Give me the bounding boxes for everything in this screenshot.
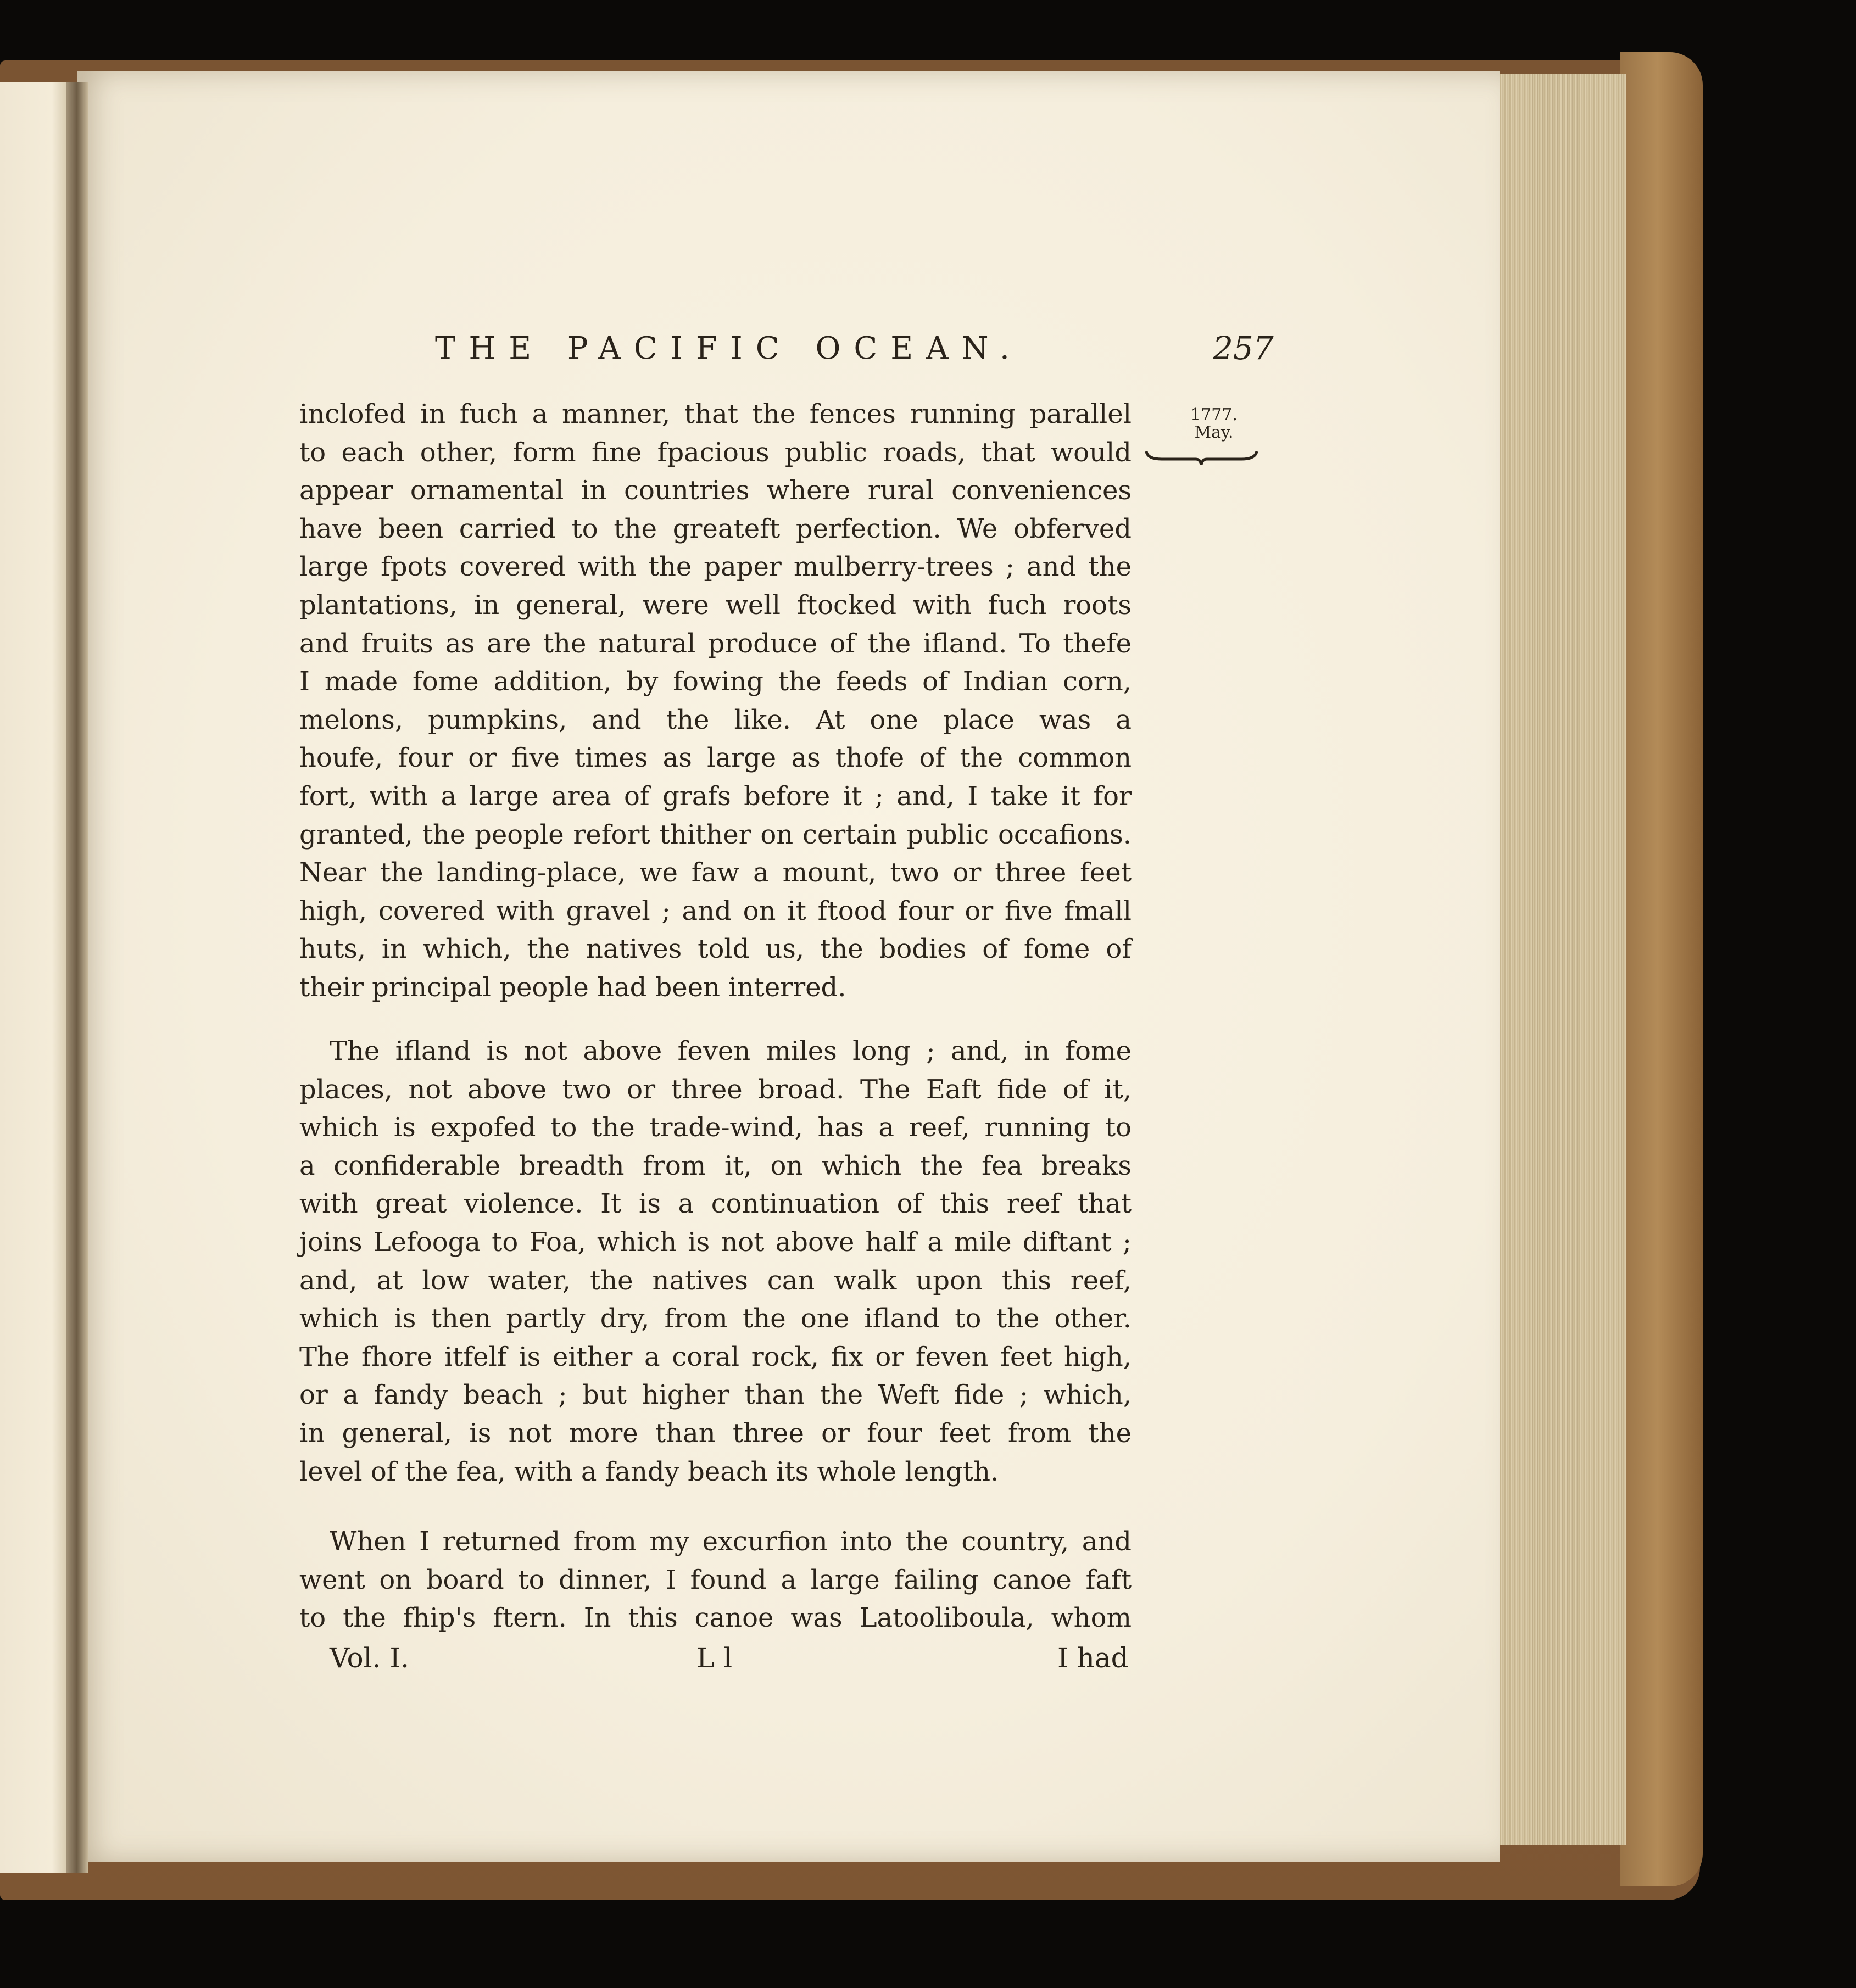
margin-month: May. [1194,422,1234,442]
paragraph-1 [299,395,1132,1007]
text-line: their principal people had been interred. [299,971,846,1003]
footer-catchword: I had [1057,1642,1129,1674]
text-line: Near the landing-place, we faw a mount, two or three feet [299,857,1132,889]
text-line: houfe, four or five times as large as thofe of the common [299,742,1132,774]
footer-signature: L l [696,1642,733,1674]
text-line: appear ornamental in countries where rural conveniences [299,475,1132,506]
text-line: with great violence. It is a continuation of this reef that [299,1188,1132,1220]
text-line: places, not above two or three broad. The Eaft fide of it, [299,1074,1132,1105]
book-gutter [66,82,88,1873]
text-line: have been carried to the greateft perfection. We obferved [299,513,1132,544]
margin-year: 1777. [1190,405,1238,425]
paragraph-3 [299,1523,1132,1638]
text-line: to the fhip's ftern. In this canoe was Latooliboula, whom [299,1602,1132,1634]
text-line: I made fome addition, by fowing the feeds of Indian corn, [299,666,1132,697]
text-line: went on board to dinner, I found a large failing canoe faft [299,1564,1132,1595]
text-line: melons, pumpkins, and the like. At one place was a [299,704,1132,735]
text-line: fort, with a large area of grafs before it ; and, I take it for [299,780,1132,812]
text-line: inclofed in fuch a manner, that the fences running parallel [299,399,1132,429]
paragraph-2 [299,1032,1132,1491]
text-line: in general, is not more than three or four feet from the [299,1417,1132,1449]
text-line: When I returned from my excurfion into the country, and [330,1526,1132,1557]
text-line: The fhore itfelf is either a coral rock, fix or feven feet high, [299,1341,1132,1372]
text-line: or a fandy beach ; but higher than the Weft fide ; which, [299,1380,1132,1411]
margin-date-note [1164,406,1263,441]
page-block-edge [1489,74,1626,1845]
text-line: granted, the people refort thither on certain public occafions. [299,819,1132,850]
text-line: large fpots covered with the paper mulberry-trees ; and the [299,551,1132,583]
text-line: level of the fea, with a fandy beach its whole length. [299,1456,999,1487]
text-line: plantations, in general, were well ftocked with fuch roots [299,589,1132,621]
margin-brace [1145,449,1258,466]
text-line: high, covered with gravel ; and on it ftood four or five fmall [299,895,1132,926]
page-number: 257 [1213,330,1274,367]
footer-volume: Vol. I. [330,1642,410,1674]
text-line: and fruits as are the natural produce of the ifland. To thefe [299,628,1132,659]
text-line: joins Lefooga to Foa, which is not above half a mile diftant ; [299,1226,1132,1258]
text-line: The ifland is not above feven miles long ; and, in fome [330,1036,1132,1066]
text-line: to each other, form fine fpacious public roads, that would [299,437,1132,468]
cover-edge [1620,52,1703,1886]
text-line: which is then partly dry, from the one ifland to the other. [299,1303,1132,1334]
text-line: and, at low water, the natives can walk upon this reef, [299,1265,1132,1296]
running-head: THE PACIFIC OCEAN. [435,331,1023,366]
text-line: a confiderable breadth from it, on which the fea breaks [299,1150,1132,1181]
text-line: huts, in which, the natives told us, the bodies of fome of [299,934,1132,965]
text-line: which is expofed to the trade-wind, has a reef, running to [299,1112,1132,1143]
facing-page [0,82,74,1873]
